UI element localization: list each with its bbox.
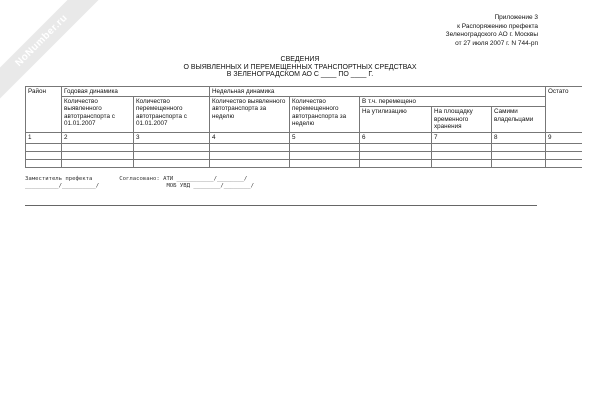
column-number: 1 bbox=[26, 133, 62, 143]
cell bbox=[290, 159, 360, 167]
column-number: 7 bbox=[432, 133, 492, 143]
column-number: 5 bbox=[290, 133, 360, 143]
cell bbox=[432, 159, 492, 167]
header-detected-week: Количество выявленного автотранспорта за неделю bbox=[210, 97, 290, 133]
column-number: 2 bbox=[62, 133, 134, 143]
cell bbox=[134, 143, 210, 151]
cell bbox=[492, 143, 546, 151]
header-moved-year: Количество перемещенного автотранспорта с 01.01.2007 bbox=[134, 97, 210, 133]
header-rayon: Район bbox=[26, 87, 62, 133]
header-recycling: На утилизацию bbox=[360, 107, 432, 133]
header-moved-week: Количество перемещенного автотранспорта за неделю bbox=[290, 97, 360, 133]
cell bbox=[26, 159, 62, 167]
cell bbox=[62, 143, 134, 151]
cell bbox=[492, 151, 546, 159]
header-storage-lot: На площадку временного хранения bbox=[432, 107, 492, 133]
cell bbox=[492, 159, 546, 167]
table-row bbox=[26, 159, 582, 167]
column-number: 8 bbox=[492, 133, 546, 143]
header-by-owners: Самими владельцами bbox=[492, 107, 546, 133]
header-weekly: Недельная динамика bbox=[210, 87, 546, 97]
cell bbox=[210, 159, 290, 167]
cell bbox=[546, 159, 582, 167]
appendix-block bbox=[446, 14, 538, 48]
cell bbox=[210, 151, 290, 159]
column-number: 4 bbox=[210, 133, 290, 143]
column-number: 6 bbox=[360, 133, 432, 143]
title-line: О ВЫЯВЛЕННЫХ И ПЕРЕМЕЩЕННЫХ ТРАНСПОРТНЫХ СРЕДСТВАХ bbox=[183, 63, 417, 71]
appendix-line: Приложение 3 bbox=[494, 14, 538, 21]
appendix-line: к Распоряжению префекта bbox=[457, 22, 538, 30]
header-remainder: Остато bbox=[546, 87, 582, 133]
column-number: 3 bbox=[134, 133, 210, 143]
appendix-line: Зеленоградского АО г. Москвы bbox=[445, 31, 538, 39]
cell bbox=[432, 143, 492, 151]
cell bbox=[26, 143, 62, 151]
cell bbox=[360, 159, 432, 167]
appendix-line: от 27 июля 2007 г. N 744-рп bbox=[455, 39, 538, 47]
cell bbox=[26, 151, 62, 159]
header-including-moved: В т.ч. перемещено bbox=[360, 97, 546, 107]
cell bbox=[62, 151, 134, 159]
table-row bbox=[26, 143, 582, 151]
cell bbox=[546, 151, 582, 159]
signature-line: Заместитель префекта Согласовано: АТИ ___________/________/ bbox=[25, 176, 248, 182]
title-line: В ЗЕЛЕНОГРАДСКОМ АО С ____ ПО ____ Г. bbox=[226, 71, 374, 79]
header-detected-year: Количество выявленного автотранспорта с 01.01.2007 bbox=[62, 97, 134, 133]
cell bbox=[360, 143, 432, 151]
cell bbox=[134, 159, 210, 167]
cell bbox=[432, 151, 492, 159]
watermark-ribbon: NoNumber.ru bbox=[0, 0, 106, 105]
table-row bbox=[26, 151, 582, 159]
report-table bbox=[25, 86, 582, 168]
document-title bbox=[0, 56, 600, 79]
header-annual: Годовая динамика bbox=[62, 87, 210, 97]
title-line: СВЕДЕНИЯ bbox=[280, 56, 320, 63]
cell bbox=[210, 143, 290, 151]
cell bbox=[360, 151, 432, 159]
bottom-rule bbox=[25, 205, 537, 206]
cell bbox=[290, 143, 360, 151]
cell bbox=[290, 151, 360, 159]
signature-line: __________/__________/ МОБ УВД ________/________/ bbox=[25, 183, 255, 189]
cell bbox=[546, 143, 582, 151]
column-number: 9 bbox=[546, 133, 582, 143]
cell bbox=[62, 159, 134, 167]
cell bbox=[134, 151, 210, 159]
